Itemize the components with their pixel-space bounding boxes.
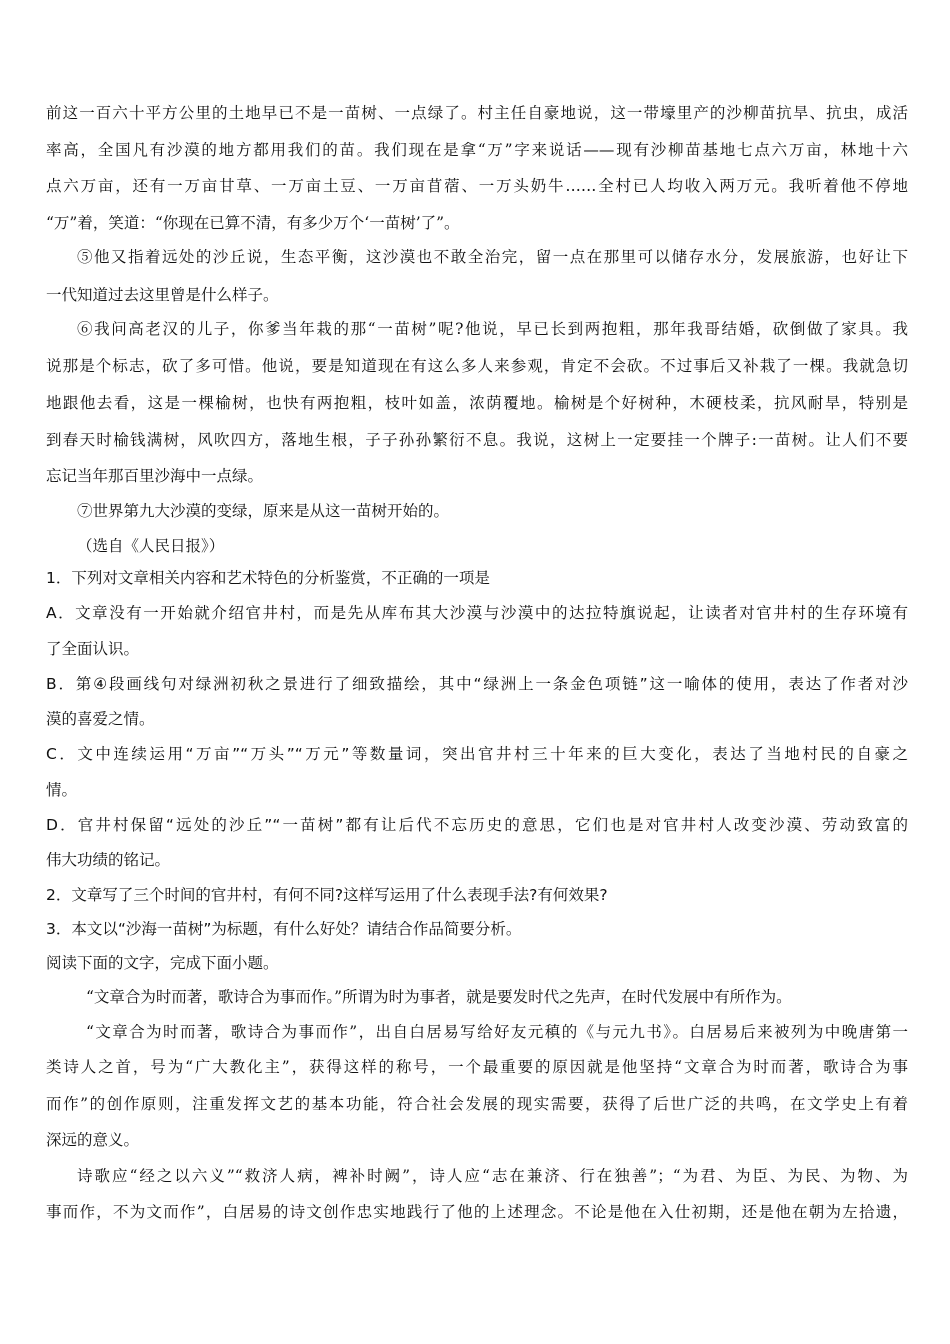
article-line: 率高，全国凡有沙漠的地方都用我们的苗。我们现在是拿“万”字来说话——现有沙柳苗基地七点六万亩，林地十六	[46, 141, 908, 159]
option-a-cont: 了全面认识。	[46, 640, 140, 658]
question-2: 2．文章写了三个时间的官井村，有何不同?这样写运用了什么表现手法?有何效果?	[46, 886, 608, 904]
option-b-cont: 漠的喜爱之情。	[46, 710, 155, 728]
article-line: 到春天时榆钱满树，风吹四方，落地生根，子子孙孙繁衍不息。我说，这树上一定要挂一个牌子:一苗树。让人们不要	[46, 431, 908, 449]
option-b: B．第④段画线句对绿洲初秋之景进行了细致描绘，其中“绿洲上一条金色项链”这一喻体的使用，表达了作者对沙	[46, 675, 908, 693]
passage-line: 诗歌应“经之以六义”“救济人病，裨补时阙”，诗人应“志在兼济、行在独善”；“为君、为臣、为民、为物、为	[77, 1167, 908, 1185]
option-c: C．文中连续运用“万亩”“万头”“万元”等数量词，突出官井村三十年来的巨大变化，表达了当地村民的自豪之	[46, 745, 908, 763]
article-line: ⑦世界第九大沙漠的变绿，原来是从这一苗树开始的。	[77, 502, 450, 520]
article-line: ⑤他又指着远处的沙丘说，生态平衡，这沙漠也不敢全治完，留一点在那里可以储存水分，发展旅游，也好让下	[77, 248, 908, 266]
passage-line: 深远的意义。	[46, 1131, 140, 1149]
passage-line: 类诗人之首，号为“广大教化主”，获得这样的称号，一个最重要的原因就是他坚持“文章合为时而著，歌诗合为事	[46, 1058, 908, 1076]
passage-line: 而作”的创作原则，注重发挥文艺的基本功能，符合社会发展的现实需要，获得了后世广泛的共鸣，在文学史上有着	[46, 1095, 908, 1113]
article-line: “万”着，笑道：“你现在已算不清，有多少万个‘一苗树’了”。	[46, 214, 460, 232]
question-1: 1．下列对文章相关内容和艺术特色的分析鉴赏，不正确的一项是	[46, 569, 490, 587]
option-d: D．官井村保留“远处的沙丘”“一苗树”都有让后代不忘历史的意思，它们也是对官井村人改变沙漠、劳动致富的	[46, 816, 908, 834]
source-note: （选自《人民日报》）	[77, 537, 225, 555]
passage-line: 事而作，不为文而作”，白居易的诗文创作忠实地践行了他的上述理念。不论是他在入仕初期，还是他在朝为左拾遗，	[46, 1203, 908, 1221]
article-line: 前这一百六十平方公里的土地早已不是一苗树、一点绿了。村主任自豪地说，这一带壕里产的沙柳苗抗旱、抗虫，成活	[46, 104, 908, 122]
option-c-cont: 情。	[46, 781, 78, 799]
option-d-cont: 伟大功绩的铭记。	[46, 851, 171, 869]
article-line: 忘记当年那百里沙海中一点绿。	[46, 467, 264, 485]
passage-line: “文章合为时而著，歌诗合为事而作”，出自白居易写给好友元稹的《与元九书》。白居易后来被列为中晚唐第一	[86, 1023, 908, 1041]
article-line: 一代知道过去这里曾是什么样子。	[46, 286, 279, 304]
question-3: 3．本文以“沙海一苗树”为标题，有什么好处？请结合作品简要分析。	[46, 920, 522, 938]
article-line: 说那是个标志，砍了多可惜。他说，要是知道现在有这么多人来参观，肯定不会砍。不过事后又补栽了一棵。我就急切	[46, 357, 908, 375]
article-line: 点六万亩，还有一万亩甘草、一万亩土豆、一万亩苜蓿、一万头奶牛……全村已人均收入两万元。我听着他不停地	[46, 177, 908, 195]
article-line: ⑥我问高老汉的儿子，你爹当年栽的那“一苗树”呢?他说，早已长到两抱粗，那年我哥结婚，砍倒做了家具。我	[77, 320, 908, 338]
reading-instruction: 阅读下面的文字，完成下面小题。	[46, 954, 279, 972]
option-a: A．文章没有一开始就介绍官井村，而是先从库布其大沙漠与沙漠中的达拉特旗说起，让读者对官井村的生存环境有	[46, 604, 908, 622]
passage-line: “文章合为时而著，歌诗合为事而作。”所谓为时为事者，就是要发时代之先声，在时代发展中有所作为。	[86, 988, 792, 1006]
article-line: 地跟他去看，这是一棵榆树，也快有两抱粗，枝叶如盖，浓荫覆地。榆树是个好树种，木硬枝柔，抗风耐旱，特别是	[46, 394, 908, 412]
